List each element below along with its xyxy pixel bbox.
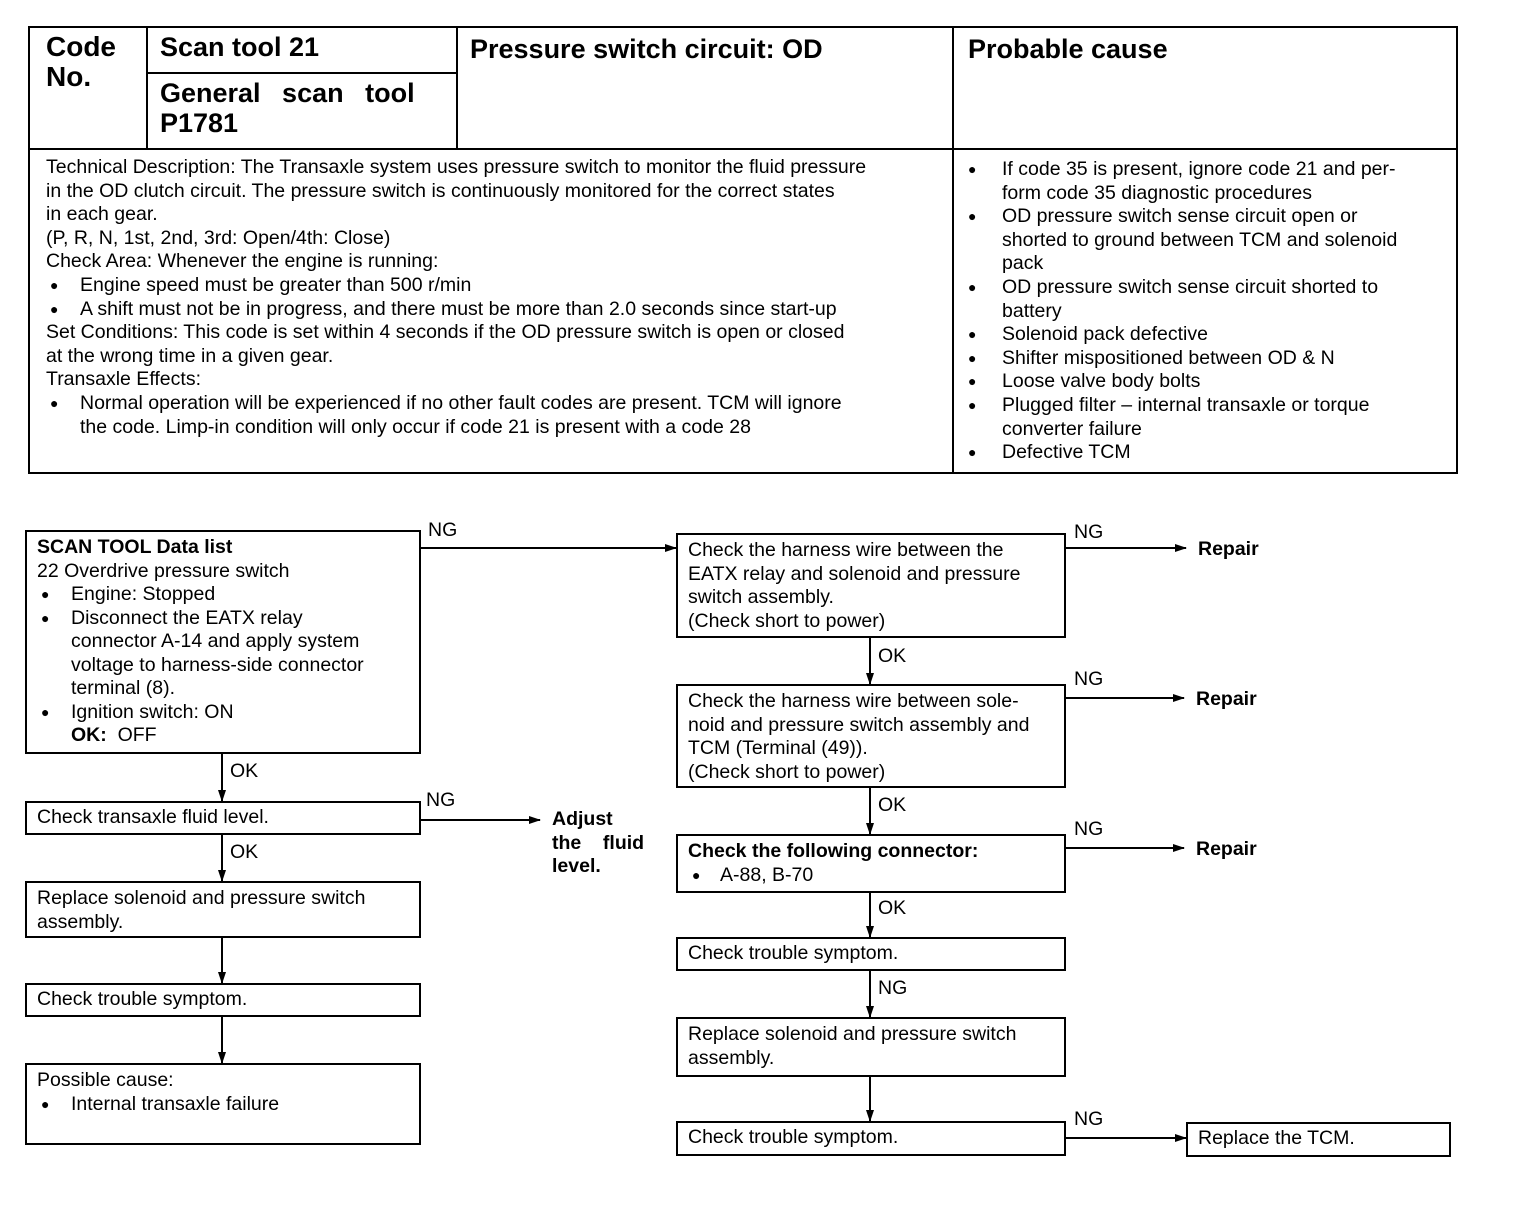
- fluid-level-box: Check transaxle fluid level.: [25, 801, 421, 835]
- ok-label: OK: [230, 760, 259, 782]
- ok-label: OK: [878, 897, 907, 919]
- cause-item: ● Loose valve body bolts: [954, 370, 1454, 394]
- possible-cause-box: [25, 1063, 421, 1145]
- replace-solenoid-box-left: Replace solenoid and pressure switch assembly.: [25, 881, 421, 938]
- cause-item: ● Plugged filter – internal transaxle or torque converter failure: [954, 394, 1454, 441]
- cause-item: ● If code 35 is present, ignore code 21 and per- form code 35 diagnostic procedures: [954, 158, 1454, 205]
- cause-item: ● Defective TCM: [954, 441, 1454, 465]
- replace-tcm-box: Replace the TCM.: [1186, 1122, 1451, 1157]
- scan-tool-code: Scan tool 21: [160, 32, 320, 62]
- probable-cause-heading: Probable cause: [968, 34, 1168, 64]
- cause-item: ● OD pressure switch sense circuit open or shorted to ground between TCM and solenoid pack: [954, 205, 1454, 276]
- description-line: Transaxle Effects:: [46, 368, 201, 391]
- description-line: Set Conditions: This code is set within 4 seconds if the OD pressure switch is open or closed: [46, 321, 845, 344]
- connector-title: Check the following connector:: [688, 840, 979, 862]
- ok-label: OK: [878, 645, 907, 667]
- scan-box-bullet: ● Ignition switch: ON: [37, 701, 409, 725]
- cause-item: ● Solenoid pack defective: [954, 323, 1454, 347]
- scan-box-bullet: ● Disconnect the EATX relay connector A-14 and apply system voltage to harness-side connector terminal (8).: [37, 607, 409, 701]
- repair-label: Repair: [1196, 688, 1257, 710]
- description-line: in the OD clutch circuit. The pressure switch is continuously monitored for the correct states: [46, 179, 835, 202]
- connector-bullet: ● A-88, B-70: [688, 864, 1054, 888]
- ok-label: OK: [230, 841, 259, 863]
- replace-solenoid-box-right: Replace solenoid and pressure switch assembly.: [676, 1017, 1066, 1077]
- description-line: Technical Description: The Transaxle system uses pressure switch to monitor the fluid pressure: [46, 156, 867, 178]
- possible-cause-title: Possible cause:: [37, 1069, 174, 1091]
- scan-box-bullet: ● Engine: Stopped: [37, 583, 409, 607]
- repair-label: Repair: [1198, 538, 1259, 560]
- effect-bullet: ● Normal operation will be experienced if no other fault codes are present. TCM will ignore: [46, 392, 946, 416]
- repair-label: Repair: [1196, 838, 1257, 860]
- check-bullet: ● Engine speed must be greater than 500 r/min: [46, 274, 946, 298]
- ok-label: OK: [878, 794, 907, 816]
- ng-label: NG: [1074, 668, 1104, 690]
- page-title: Pressure switch circuit: OD: [470, 34, 823, 64]
- effect-bullet-continuation: the code. Limp-in condition will only occur if code 21 is present with a code 28: [80, 415, 751, 438]
- scan-box-ok: OK: OFF: [71, 724, 157, 746]
- adjust-fluid-level: Adjust the fluid level.: [552, 808, 645, 877]
- scan-tool-data-box: [25, 530, 421, 754]
- trouble-symptom-box-left: Check trouble symptom.: [25, 983, 421, 1017]
- description-line: Check Area: Whenever the engine is running:: [46, 250, 439, 273]
- description-line: in each gear.: [46, 203, 158, 226]
- trouble-symptom-box-right: Check trouble symptom.: [676, 937, 1066, 971]
- code-no-label: Code No.: [46, 31, 116, 92]
- ng-label: NG: [1074, 521, 1104, 543]
- harness-check-box-2: Check the harness wire between sole- noid and pressure switch assembly and TCM (Terminal (49)). (Check short to power): [676, 684, 1066, 788]
- scan-box-item: 22 Overdrive pressure switch: [37, 559, 290, 582]
- trouble-symptom-box-right-2: Check trouble symptom.: [676, 1121, 1066, 1156]
- ng-label: NG: [428, 519, 458, 541]
- ng-label: NG: [1074, 818, 1104, 840]
- scan-box-title: SCAN TOOL Data list: [37, 536, 233, 558]
- possible-cause-bullet: ● Internal transaxle failure: [37, 1093, 409, 1117]
- ng-label: NG: [426, 789, 456, 811]
- cause-item: ● OD pressure switch sense circuit shorted to battery: [954, 276, 1454, 323]
- description-line: (P, R, N, 1st, 2nd, 3rd: Open/4th: Close): [46, 226, 391, 249]
- cause-item: ● Shifter mispositioned between OD & N: [954, 347, 1454, 371]
- description-line: at the wrong time in a given gear.: [46, 344, 334, 367]
- general-scan-tool-code: General scan tool P1781: [160, 78, 415, 138]
- ng-label: NG: [878, 977, 908, 999]
- check-bullet: ● A shift must not be in progress, and there must be more than 2.0 seconds since start-up: [46, 298, 946, 322]
- ng-label: NG: [1074, 1108, 1104, 1130]
- connector-check-box: [676, 834, 1066, 893]
- harness-check-box-1: Check the harness wire between the EATX relay and solenoid and pressure switch assembly. (Check short to power): [676, 533, 1066, 638]
